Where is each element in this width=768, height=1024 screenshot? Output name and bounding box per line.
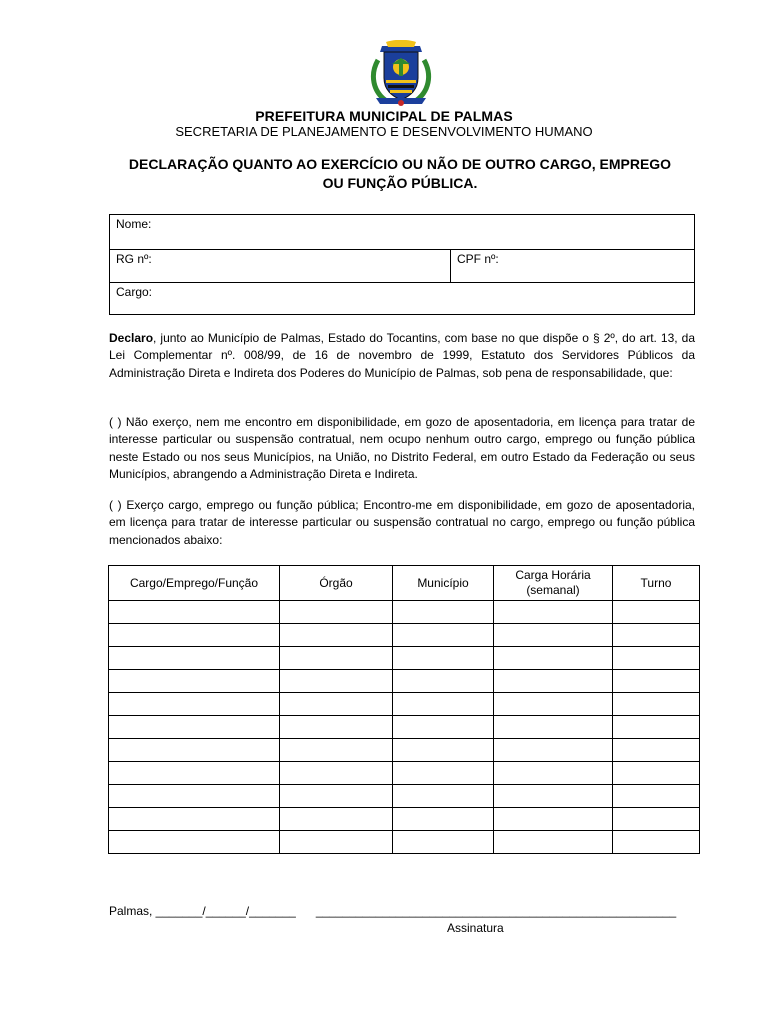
nome-row [110, 215, 694, 250]
table-row [109, 693, 700, 716]
table-header-row [109, 566, 700, 601]
table-row [109, 785, 700, 808]
table-row [109, 716, 700, 739]
cell-cargo[interactable] [109, 670, 280, 693]
cell-orgao[interactable] [280, 716, 393, 739]
organization-title: PREFEITURA MUNICIPAL DE PALMAS [255, 108, 513, 124]
cell-municipio[interactable] [393, 670, 494, 693]
nome-field[interactable] [110, 215, 694, 249]
cell-carga-horaria[interactable] [494, 762, 613, 785]
option-exercising[interactable]: ( ) Exerço cargo, emprego ou função pública; Encontro-me em disponibilidade, em gozo de aposentadoria, em licença para tratar de interesse particular ou suspensão contratual no cargo, emprego ou função pública mencionados abaixo: [109, 498, 695, 547]
nome-label: Nome: [116, 217, 152, 231]
header-turno: Turno [613, 566, 700, 601]
cell-orgao[interactable] [280, 762, 393, 785]
cell-turno[interactable] [613, 762, 700, 785]
signature-label: Assinatura [447, 921, 504, 935]
cell-turno[interactable] [613, 647, 700, 670]
cargo-row [110, 283, 694, 315]
cell-orgao[interactable] [280, 693, 393, 716]
cell-municipio[interactable] [393, 624, 494, 647]
table-row [109, 831, 700, 854]
rg-label: RG nº: [116, 252, 152, 266]
declaro-lead: Declaro [109, 331, 154, 345]
cell-carga-horaria[interactable] [494, 624, 613, 647]
cell-cargo[interactable] [109, 693, 280, 716]
document-title-line1: DECLARAÇÃO QUANTO AO EXERCÍCIO OU NÃO DE OUTRO CARGO, EMPREGO [128, 156, 672, 172]
table-row [109, 647, 700, 670]
cell-carga-horaria[interactable] [494, 601, 613, 624]
rg-field[interactable] [110, 250, 451, 282]
cell-orgao[interactable] [280, 739, 393, 762]
cell-cargo[interactable] [109, 601, 280, 624]
cell-cargo[interactable] [109, 647, 280, 670]
option-not-exercising[interactable]: ( ) Não exerço, nem me encontro em disponibilidade, em gozo de aposentadoria, em licença para tratar de interesse particular ou suspensão contratual, nem ocupo nenhum outro cargo, emprego ou função pública neste Estado ou nos seus Municípios, na União, no Distrito Federal, em outro Estado da Federação ou seus Municípios, abrangendo a Administração Direta e Indireta. [109, 415, 695, 482]
cell-municipio[interactable] [393, 693, 494, 716]
cell-carga-horaria[interactable] [494, 808, 613, 831]
table-row [109, 739, 700, 762]
cell-orgao[interactable] [280, 831, 393, 854]
cell-cargo[interactable] [109, 716, 280, 739]
cell-municipio[interactable] [393, 831, 494, 854]
identification-box [109, 214, 695, 315]
cell-municipio[interactable] [393, 647, 494, 670]
table-row [109, 762, 700, 785]
cell-turno[interactable] [613, 716, 700, 739]
cell-municipio[interactable] [393, 601, 494, 624]
positions-table [108, 565, 700, 854]
place-date-signature-line[interactable]: Palmas, _______/______/_______ ______________________________________________________ [109, 904, 677, 918]
cell-orgao[interactable] [280, 808, 393, 831]
cell-cargo[interactable] [109, 785, 280, 808]
cell-carga-horaria[interactable] [494, 739, 613, 762]
cell-orgao[interactable] [280, 670, 393, 693]
cell-orgao[interactable] [280, 785, 393, 808]
municipal-crest-icon [368, 40, 434, 108]
cell-turno[interactable] [613, 831, 700, 854]
cell-carga-horaria[interactable] [494, 670, 613, 693]
cell-cargo[interactable] [109, 624, 280, 647]
cell-turno[interactable] [613, 624, 700, 647]
cell-municipio[interactable] [393, 808, 494, 831]
header-orgao: Órgão [280, 566, 393, 601]
header-carga-line1: Carga Horária [515, 568, 591, 582]
cell-carga-horaria[interactable] [494, 785, 613, 808]
header-municipio: Município [393, 566, 494, 601]
declaration-paragraph [109, 330, 695, 382]
declaration-text: , junto ao Município de Palmas, Estado do Tocantins, com base no que dispõe o § 2º, do art. 13, da Lei Complementar nº. 008/99, de 16 de novembro de 1999, Estatuto dos Servidores Públicos da Administração Direta e Indireta dos Poderes do Município de Palmas, sob pena de responsabilidade, que: [109, 331, 695, 380]
documents-row [110, 250, 694, 283]
cell-municipio[interactable] [393, 739, 494, 762]
cell-turno[interactable] [613, 808, 700, 831]
cell-municipio[interactable] [393, 762, 494, 785]
cell-municipio[interactable] [393, 716, 494, 739]
document-title-line2: OU FUNÇÃO PÚBLICA. [322, 175, 478, 191]
cell-turno[interactable] [613, 785, 700, 808]
cell-cargo[interactable] [109, 831, 280, 854]
cell-carga-horaria[interactable] [494, 716, 613, 739]
cell-carga-horaria[interactable] [494, 647, 613, 670]
cell-turno[interactable] [613, 670, 700, 693]
header-carga-horaria [494, 566, 613, 601]
table-row [109, 624, 700, 647]
table-row [109, 601, 700, 624]
table-row [109, 670, 700, 693]
cell-turno[interactable] [613, 693, 700, 716]
cell-cargo[interactable] [109, 762, 280, 785]
cell-cargo[interactable] [109, 739, 280, 762]
cell-carga-horaria[interactable] [494, 831, 613, 854]
cell-orgao[interactable] [280, 647, 393, 670]
cell-municipio[interactable] [393, 785, 494, 808]
cell-orgao[interactable] [280, 624, 393, 647]
cpf-label: CPF nº: [457, 252, 499, 266]
cargo-label: Cargo: [116, 285, 153, 299]
cell-orgao[interactable] [280, 601, 393, 624]
cell-carga-horaria[interactable] [494, 693, 613, 716]
cell-turno[interactable] [613, 739, 700, 762]
cell-cargo[interactable] [109, 808, 280, 831]
header-cargo: Cargo/Emprego/Função [109, 566, 280, 601]
organization-subtitle: SECRETARIA DE PLANEJAMENTO E DESENVOLVIMENTO HUMANO [175, 124, 593, 139]
table-row [109, 808, 700, 831]
cargo-field[interactable] [110, 283, 694, 315]
document-title [100, 155, 700, 193]
cpf-field[interactable] [451, 250, 695, 282]
header-carga-line2: (semanal) [526, 583, 580, 597]
cell-turno[interactable] [613, 601, 700, 624]
